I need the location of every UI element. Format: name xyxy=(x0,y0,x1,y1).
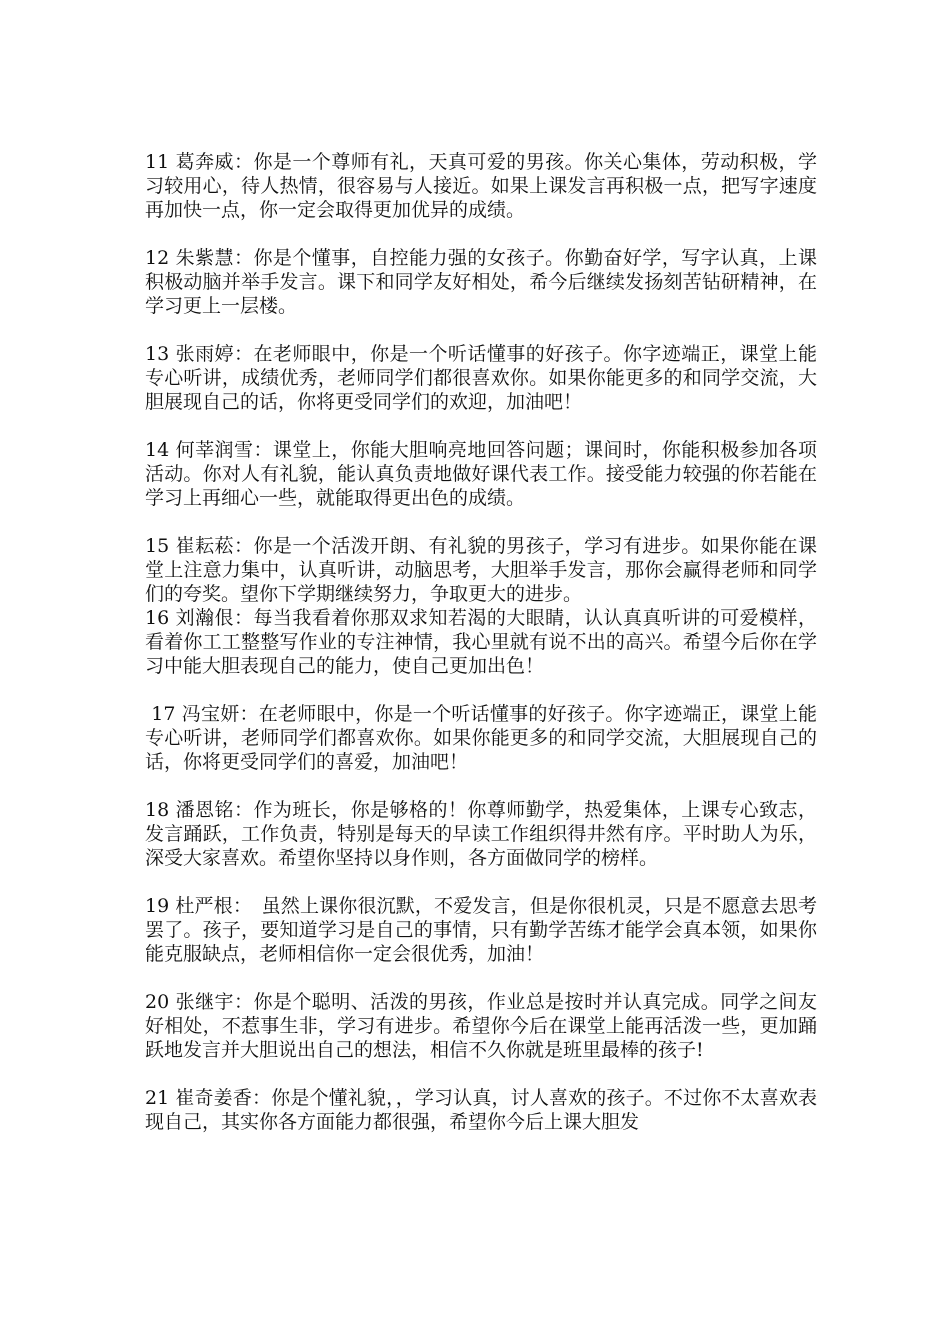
comment-paragraph-16: 16 刘瀚佷：每当我看着你那双求知若渴的大眼睛，认认真真听讲的可爱模样，看着你工工整整写作业的专注神情，我心里就有说不出的高兴。希望今后你在学习中能大胆表现自己的能力，使自己更加出色！ xyxy=(145,607,817,677)
comment-paragraph-19: 19 杜严根： 虽然上课你很沉默，不爱发言，但是你很机灵，只是不愿意去思考罢了。孩子，要知道学习是自己的事情，只有勤学苦练才能学会真本领，如果你能克服缺点，老师相信你一定会很优秀，加油！ xyxy=(145,895,817,965)
comment-paragraph-12: 12 朱紫慧：你是个懂事，自控能力强的女孩子。你勤奋好学，写字认真，上课积极动脑并举手发言。课下和同学友好相处，希今后继续发扬刻苦钻研精神，在学习更上一层楼。 xyxy=(145,247,817,317)
document-body xyxy=(145,150,817,1134)
comment-paragraph-21: 21 崔奇姜香：你是个懂礼貌，，学习认真，讨人喜欢的孩子。不过你不太喜欢表现自己，其实你各方面能力都很强，希望你今后上课大胆发 xyxy=(145,1087,817,1133)
comment-paragraph-17: 17 冯宝妍：在老师眼中，你是一个听话懂事的好孩子。你字迹端正，课堂上能专心听讲，老师同学们都喜欢你。如果你能更多的和同学交流，大胆展现自己的话，你将更受同学们的喜爱，加油吧！ xyxy=(145,703,817,773)
comment-paragraph-15: 15 崔耘菘：你是一个活泼开朗、有礼貌的男孩子，学习有进步。如果你能在课堂上注意力集中，认真听讲，动脑思考，大胆举手发言，那你会赢得老师和同学们的夸奖。望你下学期继续努力，争取更大的进步。 xyxy=(145,535,817,605)
comment-paragraph-18: 18 潘恩铭：作为班长，你是够格的！你尊师勤学，热爱集体，上课专心致志，发言踊跃，工作负责，特别是每天的早读工作组织得井然有序。平时助人为乐，深受大家喜欢。希望你坚持以身作则，各方面做同学的榜样。 xyxy=(145,799,817,869)
comment-paragraph-14: 14 何莘润雪：课堂上，你能大胆响亮地回答问题；课间时，你能积极参加各项活动。你对人有礼貌，能认真负责地做好课代表工作。接受能力较强的你若能在学习上再细心一些，就能取得更出色的成绩。 xyxy=(145,439,817,509)
comment-paragraph-11: 11 葛奔威：你是一个尊师有礼，天真可爱的男孩。你关心集体，劳动积极，学习较用心，待人热情，很容易与人接近。如果上课发言再积极一点，把写字速度再加快一点，你一定会取得更加优异的成绩。 xyxy=(145,151,817,221)
comment-paragraph-20: 20 张继宇：你是个聪明、活泼的男孩，作业总是按时并认真完成。同学之间友好相处，不惹事生非，学习有进步。希望你今后在课堂上能再活泼一些，更加踊跃地发言并大胆说出自己的想法，相信不久你就是班里最棒的孩子! xyxy=(145,991,817,1061)
comment-paragraph-13: 13 张雨婷：在老师眼中，你是一个听话懂事的好孩子。你字迹端正，课堂上能专心听讲，成绩优秀，老师同学们都很喜欢你。如果你能更多的和同学交流，大胆展现自己的话，你将更受同学们的欢迎，加油吧！ xyxy=(145,343,817,413)
